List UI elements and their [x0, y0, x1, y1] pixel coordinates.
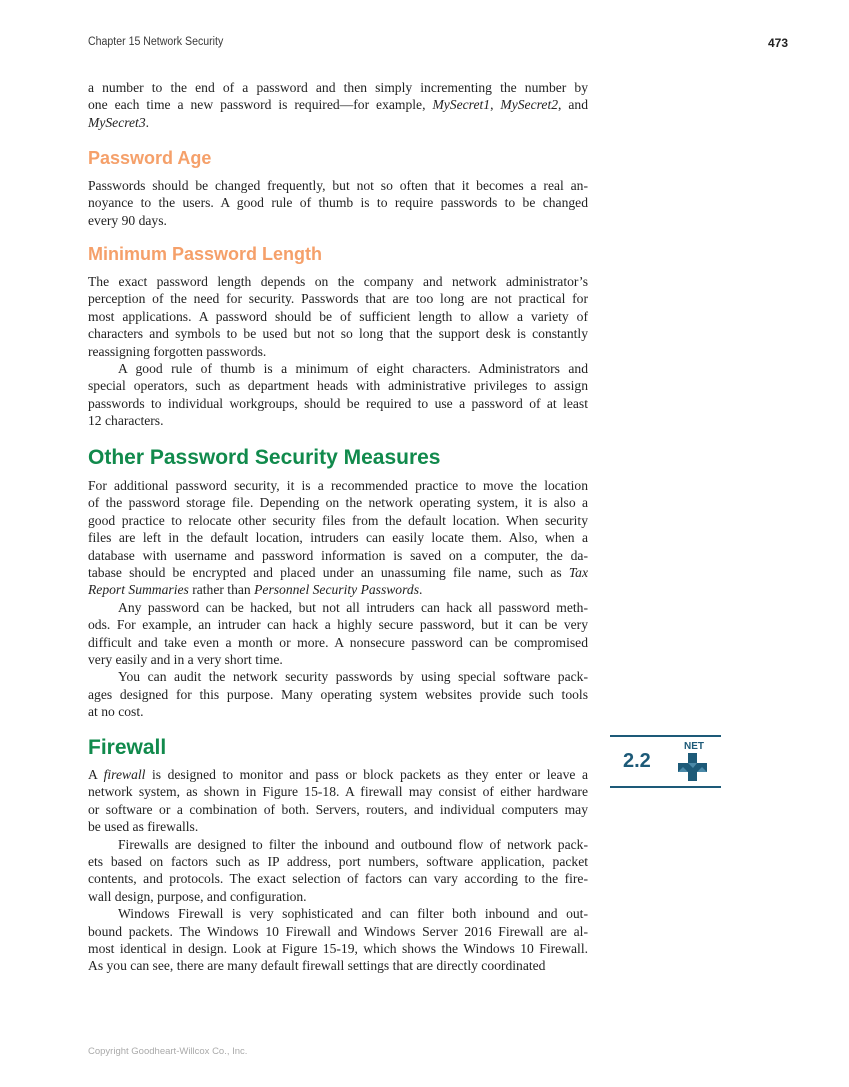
text-run: Firewalls are designed to filter the inbound and outbound flow of network pack-: [118, 836, 588, 852]
section-heading: Firewall: [88, 736, 167, 759]
paragraph-line: [88, 957, 588, 974]
paragraph-line: [88, 273, 588, 290]
italic-term: MySecret1: [432, 97, 491, 113]
text-block: [88, 477, 588, 721]
text-run: tabase should be encrypted and placed under an unassuming file name, such as: [88, 565, 569, 581]
badge-bottom-rule: [610, 786, 721, 788]
text-run: 12 characters.: [88, 413, 164, 429]
text-run: noyance to the users. A good rule of thumb is to require passwords to be changed: [88, 195, 588, 211]
italic-term: Tax: [568, 565, 588, 581]
subsection-heading: Password Age: [88, 148, 212, 168]
italic-term: firewall: [103, 767, 146, 782]
text-run: network system, as shown in Figure 15-18. A firewall may consist of either hardware: [88, 784, 588, 800]
text-run: be used as firewalls.: [88, 819, 199, 835]
paragraph-line: [88, 783, 588, 800]
paragraph-line: [88, 395, 588, 412]
page-number: 473: [767, 36, 788, 50]
paragraph-line: [88, 905, 588, 922]
paragraph-line: [88, 599, 588, 616]
paragraph-line: [88, 703, 588, 720]
paragraph-line: [88, 79, 588, 96]
objective-number: 2.2: [623, 750, 651, 772]
text-run: rather than: [188, 582, 255, 598]
text-run: ,: [490, 97, 501, 113]
text-run: ods. For example, an intruder can hack a highly secure password, but it can be very: [88, 617, 588, 633]
text-run: a number to the end of a password and then simply incrementing the number by: [88, 80, 588, 95]
subsection-heading: Minimum Password Length: [88, 244, 323, 264]
text-run: Any password can be hacked, but not all intruders can hack all password meth-: [118, 599, 588, 615]
paragraph-line: [88, 290, 588, 307]
paragraph-line: [88, 477, 588, 494]
text-run: passwords to individual workgroups, should be required to use a password of at least: [88, 395, 588, 411]
text-block: [88, 766, 588, 975]
text-run: at no cost.: [88, 704, 144, 720]
net-label: NET: [684, 741, 704, 752]
text-run: contents, and protocols. The exact selection of factors can vary according to the fire-: [88, 871, 588, 887]
paragraph-line: [88, 668, 588, 685]
paragraph-line: [88, 529, 588, 546]
paragraph-line: [88, 547, 588, 564]
paragraph-line: [88, 853, 588, 870]
copyright-footer: Copyright Goodheart-Willcox Co., Inc.: [88, 1046, 248, 1057]
text-run: characters and symbols to be used but not so long that the support desk is constantly: [88, 326, 588, 342]
paragraph-line: [88, 412, 588, 429]
paragraph-line: [88, 308, 588, 325]
text-run: wall design, purpose, and configuration.: [88, 888, 307, 904]
paragraph-line: [88, 836, 588, 853]
paragraph-line: [88, 177, 588, 194]
paragraph-line: [88, 801, 588, 818]
net-plus-icon: [678, 753, 707, 786]
paragraph-line: [88, 512, 588, 529]
text-block: [88, 177, 588, 229]
paragraph-line: [88, 686, 588, 703]
text-run: .: [145, 114, 150, 130]
text-run: reassigning forgotten passwords.: [88, 343, 267, 359]
paragraph-line: [88, 940, 588, 957]
paragraph-line: [88, 325, 588, 342]
text-block: [88, 79, 588, 131]
paragraph-line: [88, 343, 588, 360]
text-run: files are left in the default location, intruders can easily locate them. Also, when a: [88, 530, 588, 546]
text-run: is designed to monitor and pass or block packets as they enter or leave a: [145, 767, 588, 782]
text-run: every 90 days.: [88, 212, 167, 228]
text-run: Windows Firewall is very sophisticated and can filter both inbound and out-: [118, 906, 588, 922]
paragraph-line: [88, 888, 588, 905]
text-run: The exact password length depends on the company and network administrator’s: [88, 274, 588, 289]
paragraph-line: [88, 564, 588, 581]
paragraph-line: [88, 923, 588, 940]
text-run: bound packets. The Windows 10 Firewall and Windows Server 2016 Firewall are al-: [88, 923, 588, 939]
paragraph-line: [88, 96, 588, 113]
paragraph-line: [88, 114, 588, 131]
text-run: .: [418, 582, 423, 598]
paragraph-line: [88, 360, 588, 377]
text-run: or software or a combination of both. Servers, routers, and individual computers may: [88, 801, 588, 817]
italic-term: MySecret3: [88, 114, 146, 130]
paragraph-line: [88, 377, 588, 394]
text-run: difficult and take even a month or more. A nonsecure password can be compromised: [88, 634, 588, 650]
text-run: good practice to relocate other security files from the default location. When security: [88, 512, 588, 528]
text-run: ages designed for this purpose. Many operating system websites provide such tools: [88, 686, 588, 702]
text-run: You can audit the network security passwords by using special software pack-: [118, 669, 588, 685]
paragraph-line: [88, 581, 588, 598]
text-run: perception of the need for security. Passwords that are too long are not practical for: [88, 291, 588, 307]
paragraph-line: [88, 616, 588, 633]
paragraph-line: [88, 766, 588, 783]
text-block: [88, 273, 588, 430]
paragraph-line: [88, 634, 588, 651]
text-run: most applications. A password should be of sufficient length to allow a variety of: [88, 308, 588, 324]
text-run: very easily and in a very short time.: [88, 652, 283, 668]
italic-term: Personnel Security Passwords: [254, 582, 419, 598]
text-run: A: [88, 767, 104, 782]
italic-term: Report Summaries: [88, 582, 189, 598]
text-run: of the password storage file. Depending on the network operating system, it is also a: [88, 495, 588, 511]
section-heading: Other Password Security Measures: [88, 446, 441, 469]
text-run: Passwords should be changed frequently, but not so often that it becomes a real an-: [88, 178, 588, 193]
text-run: As you can see, there are many default firewall settings that are directly coordinated: [88, 958, 546, 974]
paragraph-line: [88, 194, 588, 211]
text-run: , and: [558, 97, 588, 113]
text-run: most identical in design. Look at Figure 15-19, which shows the Windows 10 Firewall.: [88, 941, 588, 957]
text-run: one each time a new password is required—for example,: [88, 97, 433, 113]
text-run: For additional password security, it is a recommended practice to move the location: [88, 478, 588, 493]
badge-top-rule: [610, 735, 721, 737]
italic-term: MySecret2: [500, 97, 559, 113]
paragraph-line: [88, 651, 588, 668]
text-run: database with username and password information is saved on a computer, the da-: [88, 547, 588, 563]
paragraph-line: [88, 212, 588, 229]
text-run: special operators, such as department heads with administrative privileges to assign: [88, 378, 588, 394]
paragraph-line: [88, 818, 588, 835]
paragraph-line: [88, 870, 588, 887]
paragraph-line: [88, 494, 588, 511]
text-run: ets based on factors such as IP address, port numbers, software application, packet: [88, 854, 588, 870]
running-header: Chapter 15 Network Security: [88, 36, 224, 48]
text-run: A good rule of thumb is a minimum of eight characters. Administrators and: [118, 361, 588, 377]
